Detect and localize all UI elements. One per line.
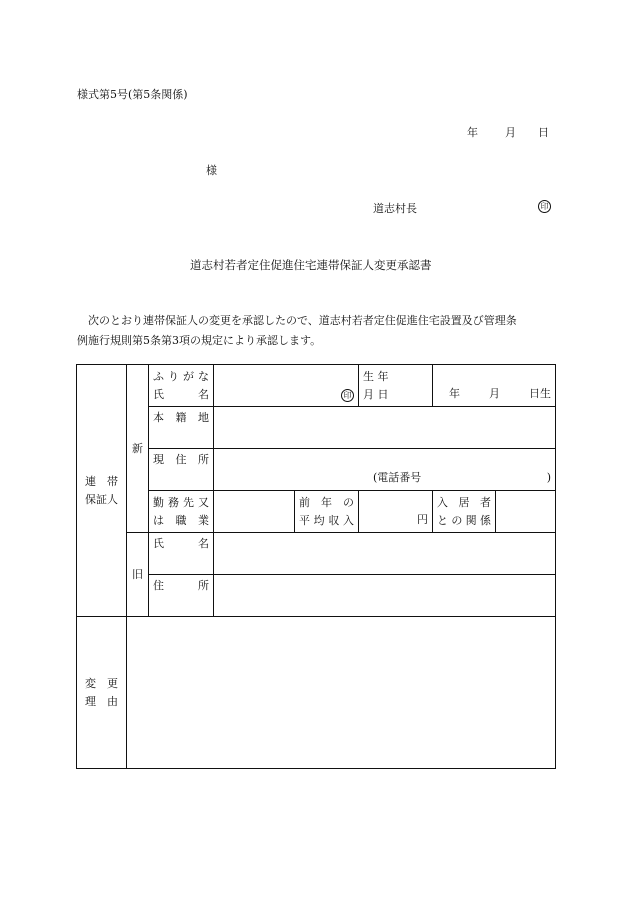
furigana-name-label-cell — [149, 365, 214, 407]
old-label-cell — [127, 533, 149, 617]
body-text-line-2: 例施行規則第5条第3項の規定により承認します。 — [77, 334, 322, 347]
income-field[interactable] — [359, 491, 433, 533]
phone-label: (電話番号 — [373, 471, 422, 484]
old-name-field[interactable] — [214, 533, 556, 575]
birth-label-line-2: 月 日 — [363, 387, 389, 401]
birth-day-label: 日生 — [529, 387, 551, 400]
name-field[interactable] — [214, 365, 359, 407]
domicile-label: 本 籍 地 — [153, 411, 209, 424]
address-field[interactable] — [214, 449, 556, 491]
document-title: 道志村若者定住促進住宅連帯保証人変更承認書 — [190, 258, 432, 272]
furigana-label: ふりがな — [153, 369, 209, 383]
birth-date-field[interactable] — [433, 365, 556, 407]
income-label-line-1: 前 年 の — [299, 495, 354, 509]
workplace-label-line-2: は 職 業 — [153, 513, 209, 527]
relation-label-line-1: 入 居 者 — [437, 495, 491, 509]
old-address-label: 住 所 — [153, 579, 209, 592]
relation-field[interactable] — [496, 491, 556, 533]
name-label: 氏 名 — [153, 387, 209, 401]
income-label-line-2: 平均収入 — [299, 513, 354, 527]
date-year-label: 年 — [467, 126, 478, 139]
workplace-field[interactable] — [214, 491, 295, 533]
birth-label-cell — [359, 365, 433, 407]
body-text-line-1: 次のとおり連帯保証人の変更を承認したので、道志村若者定住促進住宅設置及び管理条 — [88, 314, 517, 327]
domicile-label-cell — [149, 407, 214, 449]
guarantor-label-line-1: 連 帯 — [85, 474, 118, 488]
seal-mark: 印 — [538, 200, 551, 213]
old-address-field[interactable] — [214, 575, 556, 617]
relation-label-line-2: との関係 — [437, 513, 491, 527]
old-address-label-cell — [149, 575, 214, 617]
form-number: 様式第5号(第5条関係) — [77, 88, 188, 101]
address-label-cell — [149, 449, 214, 491]
reason-field[interactable] — [127, 617, 556, 769]
relation-label-cell — [433, 491, 496, 533]
new-label-cell — [127, 365, 149, 533]
birth-month-label: 月 — [489, 387, 500, 400]
guarantor-form-table — [76, 364, 556, 769]
yen-label: 円 — [417, 513, 428, 526]
reason-label-line-1: 変 更 — [85, 676, 118, 690]
new-label: 新 — [132, 441, 143, 455]
guarantor-label-cell — [77, 365, 127, 617]
issuer: 道志村長 — [373, 202, 417, 215]
domicile-field[interactable] — [214, 407, 556, 449]
old-label: 旧 — [132, 567, 143, 581]
birth-label-line-1: 生 年 — [363, 369, 389, 383]
date-day-label: 日 — [538, 126, 549, 139]
income-label-cell — [295, 491, 359, 533]
date-month-label: 月 — [505, 126, 516, 139]
guarantor-label-line-2: 保証人 — [85, 492, 118, 506]
old-name-label: 氏 名 — [153, 537, 209, 550]
workplace-label-cell — [149, 491, 214, 533]
addressee-suffix: 様 — [206, 164, 217, 177]
old-name-label-cell — [149, 533, 214, 575]
address-label: 現 住 所 — [153, 453, 209, 466]
reason-label-cell — [77, 617, 127, 769]
name-seal-mark: 印 — [341, 389, 354, 402]
workplace-label-line-1: 勤務先又 — [153, 495, 209, 509]
reason-label-line-2: 理 由 — [85, 694, 118, 708]
phone-close: ) — [546, 471, 551, 484]
birth-year-label: 年 — [449, 387, 460, 400]
